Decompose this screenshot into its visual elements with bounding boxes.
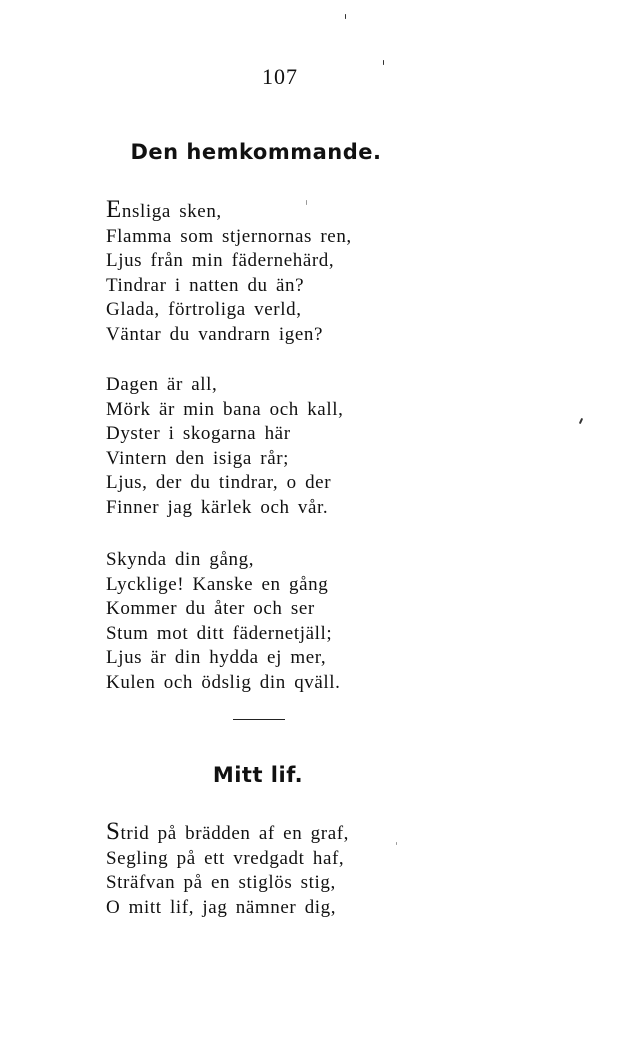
scan-speck bbox=[579, 418, 583, 424]
verse-line: Dagen är all, bbox=[106, 374, 218, 395]
scan-speck bbox=[396, 842, 397, 845]
drop-cap: E bbox=[106, 196, 122, 223]
verse-line: Flamma som stjernornas ren, bbox=[106, 225, 352, 247]
verse-line: O mitt lif, jag nämner dig, bbox=[106, 896, 337, 918]
verse-line: Lycklige! Kanske en gång bbox=[106, 573, 329, 595]
section-divider bbox=[233, 719, 285, 720]
verse-line: Dyster i skogarna här bbox=[106, 423, 291, 444]
poem-title: Den hemkommande. bbox=[130, 140, 382, 164]
stanza bbox=[106, 820, 349, 920]
scan-speck bbox=[383, 60, 384, 65]
scan-speck bbox=[306, 200, 307, 205]
verse-line-text: nsliga sken, bbox=[121, 201, 222, 222]
stanza bbox=[106, 548, 341, 695]
stanza bbox=[106, 373, 343, 520]
verse-line: Väntar du vandrarn igen? bbox=[106, 323, 324, 345]
verse-line bbox=[106, 820, 349, 847]
verse-line: Glada, förtroliga verld, bbox=[106, 299, 302, 320]
verse-line: Kommer du åter och ser bbox=[106, 598, 315, 619]
verse-line: Finner jag kärlek och vår. bbox=[106, 496, 329, 518]
verse-line: Sträfvan på en stiglös stig, bbox=[106, 872, 336, 893]
verse-line: Vintern den isiga rår; bbox=[106, 447, 290, 469]
verse-line: Kulen och ödslig din qväll. bbox=[106, 671, 341, 693]
verse-line: Ljus är din hydda ej mer, bbox=[106, 647, 327, 668]
stanza bbox=[106, 198, 352, 347]
verse-line-text: trid på brädden af en graf, bbox=[120, 823, 350, 844]
verse-line: Stum mot ditt fädernetjäll; bbox=[106, 622, 333, 644]
verse-line: Ljus från min fädernehärd, bbox=[106, 250, 335, 271]
scan-speck bbox=[345, 14, 346, 19]
verse-line bbox=[106, 198, 352, 225]
verse-line: Segling på ett vredgadt haf, bbox=[106, 847, 345, 869]
poem-title: Mitt lif. bbox=[212, 763, 304, 787]
verse-line: Skynda din gång, bbox=[106, 549, 255, 570]
drop-cap: S bbox=[106, 818, 121, 845]
verse-line: Tindrar i natten du än? bbox=[106, 274, 305, 296]
verse-line: Mörk är min bana och kall, bbox=[106, 398, 344, 420]
page-number: 107 bbox=[262, 64, 298, 89]
verse-line: Ljus, der du tindrar, o der bbox=[106, 472, 332, 493]
